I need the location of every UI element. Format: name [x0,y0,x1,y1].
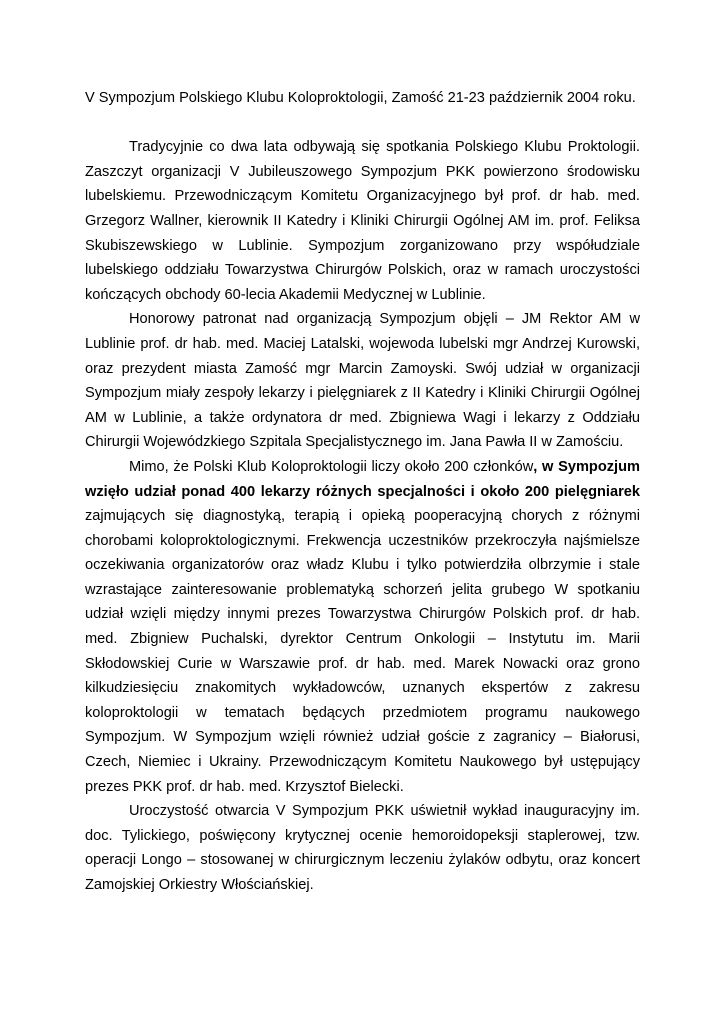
document-page [85,86,640,898]
paragraph-1: Tradycyjnie co dwa lata odbywają się spotkania Polskiego Klubu Proktologii. Zaszczyt organizacji V Jubileuszowego Sympozjum PKK powierzono środowisku lubelskiemu. Przewodniczącym Komitetu Organizacyjnego był prof. dr hab. med. Grzegorz Wallner, kierownik II Katedry i Kliniki Chirurgii Ogólnej AM im. prof. Feliksa Skubiszewskiego w Lublinie. Sympozjum zorganizowano przy współudziale lubelskiego oddziału Towarzystwa Chirurgów Polskich, oraz w ramach uroczystości kończących obchody 60-lecia Akademii Medycznej w Lublinie. [85,139,640,303]
paragraph-2: Honorowy patronat nad organizacją Sympozjum objęli – JM Rektor AM w Lublinie prof. dr hab. med. Maciej Latalski, wojewoda lubelski mgr Andrzej Kurowski, oraz prezydent miasta Zamość mgr Marcin Zamoyski. Swój udział w organizacji Sympozjum miały zespoły lekarzy i pielęgniarek z II Katedry i Kliniki Chirurgii Ogólnej AM w Lublinie, a także ordynatora dr med. Zbigniewa Wagi i lekarzy z Oddziału Chirurgii Wojewódzkiego Szpitala Specjalistycznego im. Jana Pawła II w Zamościu. [85,311,640,451]
paragraph-3-bold-text: , w Sympozjum wzięło udział ponad 400 lekarzy różnych specjalności i około 200 pielęgniarek [85,458,640,500]
paragraph-3 [85,455,640,799]
paragraph-3-text-after: zajmujących się diagnostyką, terapią i opieką pooperacyjną chorych z różnymi chorobami koloproktologicznymi. Frekwencja uczestników przekroczyła najśmielsze oczekiwania organizatorów oraz władz Klubu i tylko potwierdziła olbrzymie i stale wzrastające zainteresowanie problematyką schorzeń jelita grubego W spotkaniu udział wzięli między innymi prezes Towarzystwa Chirurgów Polskich prof. dr hab. med. Zbigniew Puchalski, dyrektor Centrum Onkologii – Instytutu im. Marii Skłodowskiej Curie w Warszawie prof. dr hab. med. Marek Nowacki oraz grono kilkudziesięciu znakomitych wykładowców, uznanych ekspertów z zakresu koloproktologii w tematach będących przedmiotem programu naukowego Sympozjum. W Sympozjum wzięli również udział goście z zagranicy – Białorusi, Czech, Niemiec i Ukrainy. Przewodniczącym Komitetu Naukowego był ustępujący prezes PKK prof. dr hab. med. Krzysztof Bielecki. [85,508,640,795]
paragraph-3-text-before: Mimo, że Polski Klub Koloproktologii liczy około 200 członków [129,458,534,475]
paragraph-4: Uroczystość otwarcia V Sympozjum PKK uświetnił wykład inauguracyjny im. doc. Tylickiego, poświęcony krytycznej ocenie hemoroidopeksji staplerowej, tzw. operacji Longo – stosowanej w chirurgicznym leczeniu żylaków odbytu, oraz koncert Zamojskiej Orkiestry Włościańskiej. [85,803,640,893]
document-title: V Sympozjum Polskiego Klubu Koloproktologii, Zamość 21-23 październik 2004 roku. [85,90,636,106]
